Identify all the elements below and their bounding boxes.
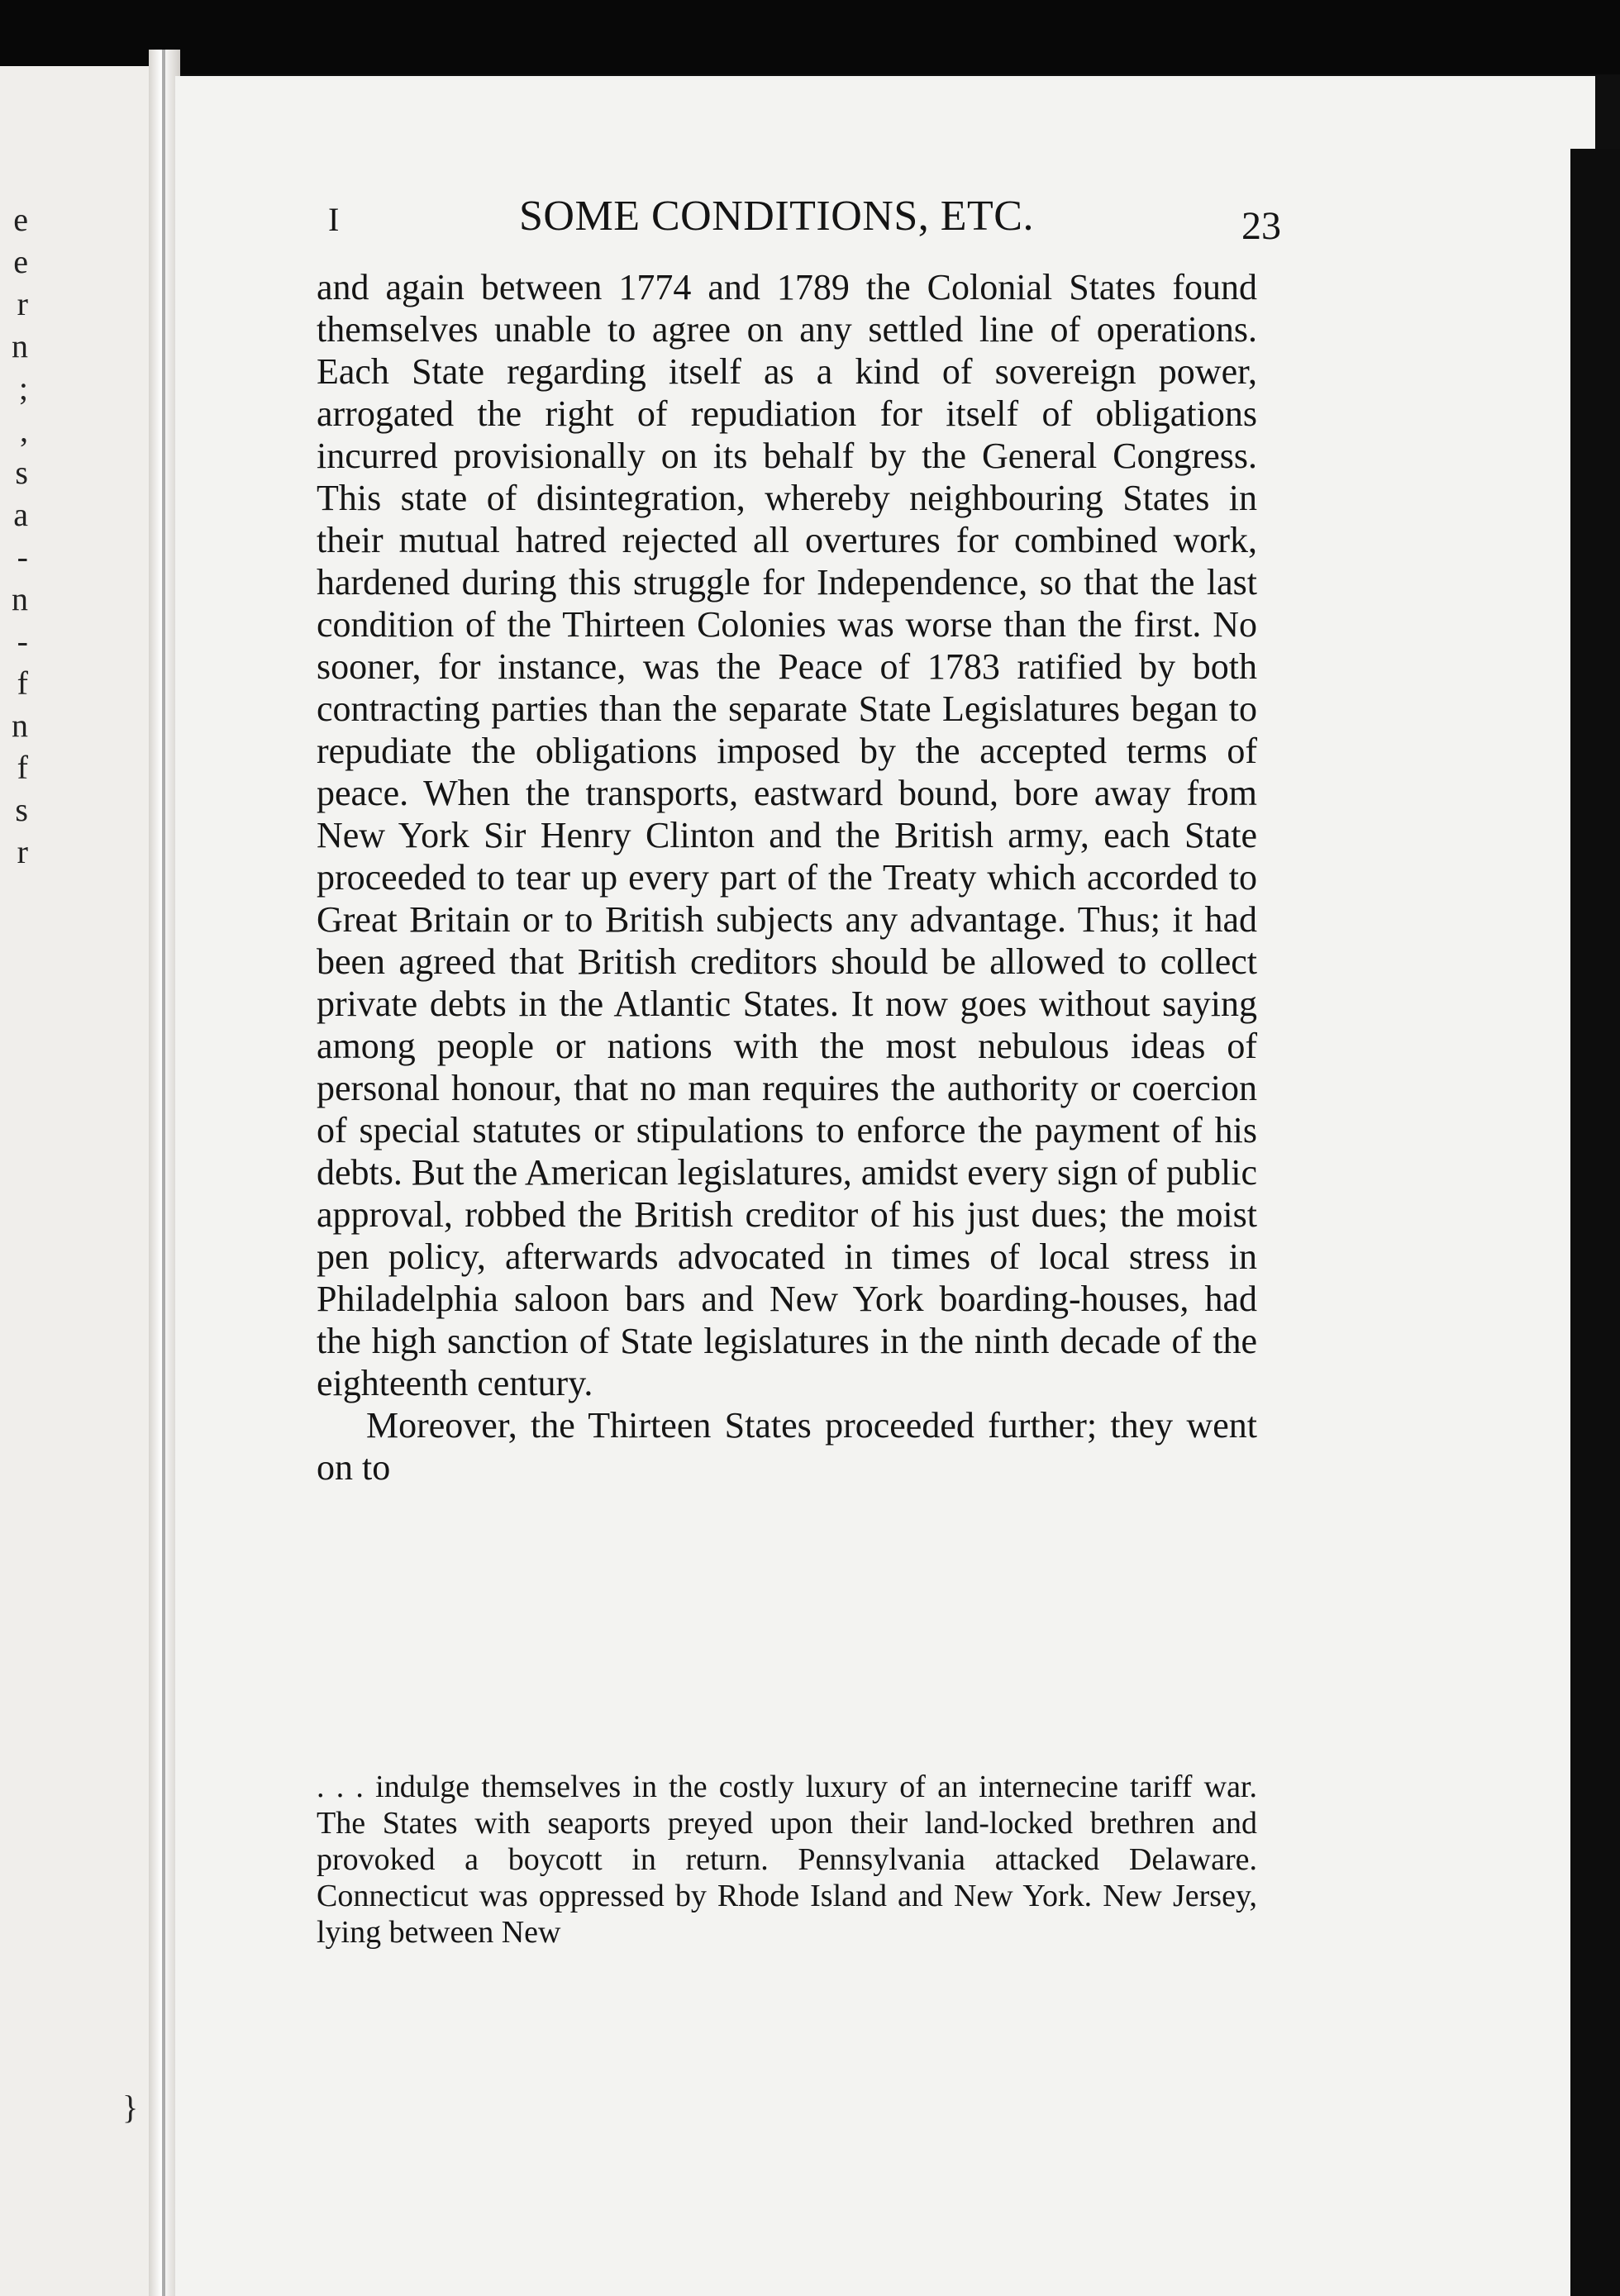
paragraph-1: and again between 1774 and 1789 the Colonial States found themselves unable to agree on any settled line of operations. Each State regarding itself as a kind of sovereign power, arrogated the right of repudiation for itself of obligations incurred provisionally on its behalf by the General Congress. This state of disintegration, whereby neighbouring States in their mutual hatred rejected all overtures for combined work, hardened during this struggle for Independence, so that the last condition of the Thirteen Colonies was worse than the first. No sooner, for instance, was the Peace of 1783 ratified by both contracting parties than the separate State Legislatures began to repudiate the obligations imposed by the accepted terms of peace. When the transports, eastward bound, bore away from New York Sir Henry Clinton and the British army, each State proceeded to tear up every part of the Treaty which accorded to Great Britain or to British subjects any advantage. Thus; it had been agreed that British creditors should be allowed to collect private debts in the Atlantic States. It now goes without saying among people or nations with the most nebulous ideas of personal honour, that no man requires the authority or coercion of special statutes or stipulations to enforce the payment of his debts. But the American legislatures, amidst every sign of public approval, robbed the British creditor of his just dues; the moist pen policy, afterwards advocated in times of local stress in Philadelphia saloon bars and New York boarding-houses, had the high sanction of State legislatures in the ninth decade of the eighteenth century. xyxy=(317,267,1257,1403)
left-page-fragment: a xyxy=(13,496,28,533)
left-page-fragment: s xyxy=(15,791,28,828)
left-page-fragment: n xyxy=(12,580,28,617)
scan-top-border xyxy=(0,0,1620,74)
left-page-fragment: n xyxy=(12,707,28,744)
left-page-fragment: e xyxy=(13,201,28,238)
left-page-fragment: r xyxy=(17,833,28,870)
left-page-fragment: f xyxy=(17,749,28,786)
left-page-fragment: - xyxy=(17,622,28,660)
paragraph-2: Moreover, the Thirteen States proceeded further; they went on to xyxy=(317,1405,1257,1488)
left-page-fragment: ; xyxy=(18,369,28,407)
scan-right-border xyxy=(1570,149,1620,2296)
left-page-fragment: , xyxy=(20,412,28,449)
page-number: 23 xyxy=(1241,204,1281,248)
left-page-bottom-mark: } xyxy=(122,2089,139,2126)
left-page-fragment: n xyxy=(12,327,28,364)
chapter-mark: I xyxy=(328,201,340,238)
running-title: SOME CONDITIONS, ETC. xyxy=(519,193,1034,240)
left-page-fragment: f xyxy=(17,665,28,702)
left-page-text-fragments xyxy=(0,198,28,873)
left-page-fragment: r xyxy=(17,285,28,322)
running-header xyxy=(318,192,1281,250)
main-text-block xyxy=(317,266,1257,1489)
left-page-fragment: s xyxy=(15,454,28,491)
block-quote: . . . indulge themselves in the costly luxury of an internecine tariff war. The States with seaports preyed upon their land-locked brethren and provoked a boycott in return. Pennsylvania attacked Delaware. Connecticut was oppressed by Rhode Island and New York. New Jersey, lying between New xyxy=(317,1770,1257,1950)
left-page-fragment: e xyxy=(13,243,28,280)
left-page-fragment: - xyxy=(17,538,28,575)
gutter-shadow-line xyxy=(162,50,165,2296)
